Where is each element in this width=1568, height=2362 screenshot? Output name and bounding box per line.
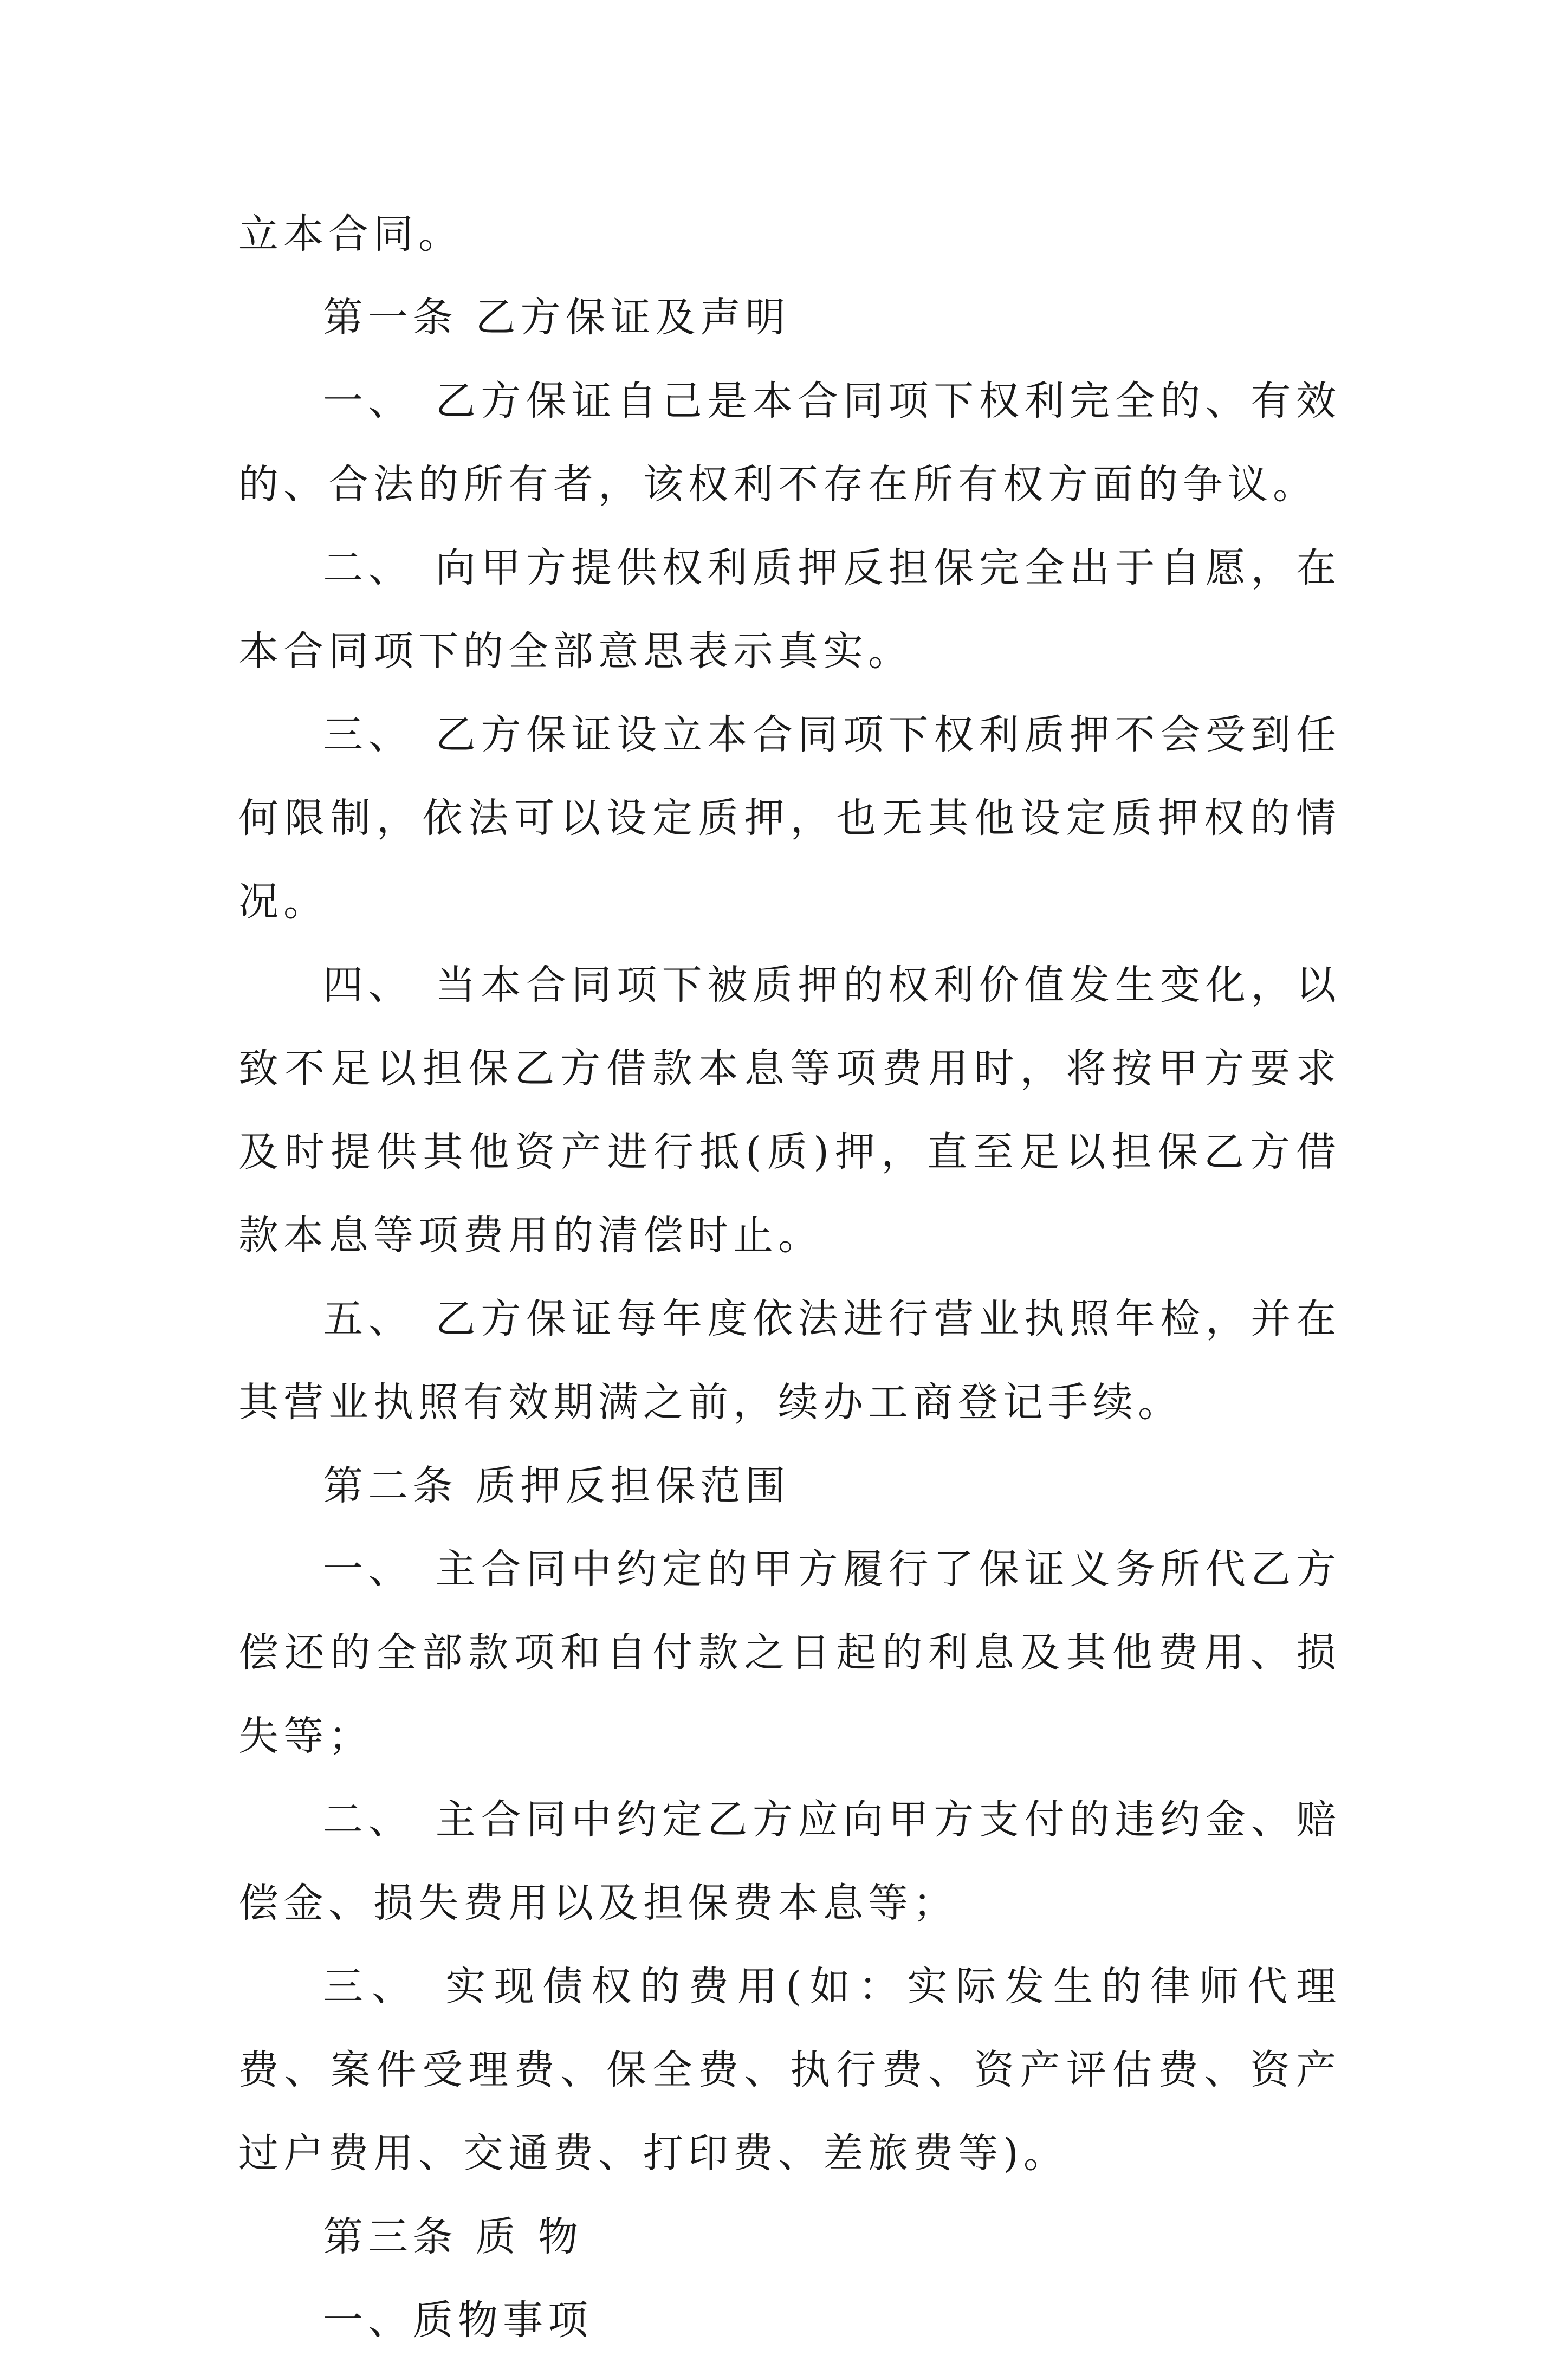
clause-text: 乙方保证设立本合同项下权利质押不会受到任何限制，依法可以设定质押，也无其他设定质押权的情况。 <box>238 711 1342 925</box>
clause-item <box>238 943 1341 1277</box>
article-heading-1 <box>238 276 1341 359</box>
heading-text: 第二条 质押反担保范围 <box>323 1463 791 1509</box>
clause-item <box>238 359 1341 526</box>
clause-item <box>238 526 1341 693</box>
paragraph-text: 立本合同。 <box>238 211 463 257</box>
clause-item <box>238 1778 1341 1945</box>
heading-text: 第一条 乙方保证及声明 <box>323 294 791 341</box>
clause-number: 五、 <box>323 1296 414 1342</box>
clause-item <box>238 1277 1341 1444</box>
clause-number: 二、 <box>323 1796 414 1843</box>
heading-text: 一、质物事项 <box>323 2297 593 2344</box>
clause-text: 向甲方提供权利质押反担保完全出于自愿，在本合同项下的全部意思表示真实。 <box>238 545 1342 675</box>
clause-item <box>238 693 1341 943</box>
clause-text: 当本合同项下被质押的权利价值发生变化，以致不足以担保乙方借款本息等项费用时，将按甲方要求及时提供其他资产进行抵(质)押，直至足以担保乙方借款本息等项费用的清偿时止。 <box>238 962 1342 1259</box>
clause-text: 乙方保证自己是本合同项下权利完全的、有效的、合法的所有者，该权利不存在所有权方面的争议。 <box>238 378 1342 508</box>
clause-text: 主合同中约定的甲方履行了保证义务所代乙方偿还的全部款项和自付款之日起的利息及其他费用、损失等； <box>238 1546 1342 1759</box>
clause-item <box>238 1945 1341 2195</box>
sub-heading <box>238 2279 1341 2362</box>
clause-number: 二、 <box>323 545 414 591</box>
clause-text: 主合同中约定乙方应向甲方支付的违约金、赔偿金、损失费用以及担保费本息等； <box>238 1796 1342 1926</box>
document-body <box>238 192 1341 2362</box>
clause-number: 三、 <box>323 711 414 758</box>
heading-text: 第三条 质 物 <box>323 2214 584 2260</box>
clause-number: 三、 <box>323 1963 420 2010</box>
clause-item <box>238 1528 1341 1778</box>
clause-number: 一、 <box>323 1546 414 1593</box>
paragraph-continuation <box>238 192 1341 276</box>
clause-text: 实现债权的费用(如：实际发生的律师代理费、案件受理费、保全费、执行费、资产评估费、资产过户费用、交通费、打印费、差旅费等)。 <box>238 1963 1342 2177</box>
article-heading-2 <box>238 1444 1341 1528</box>
article-heading-3 <box>238 2195 1341 2279</box>
clause-number: 一、 <box>323 378 414 424</box>
clause-text: 乙方保证每年度依法进行营业执照年检，并在其营业执照有效期满之前，续办工商登记手续。 <box>238 1296 1342 1426</box>
clause-number: 四、 <box>323 962 414 1008</box>
